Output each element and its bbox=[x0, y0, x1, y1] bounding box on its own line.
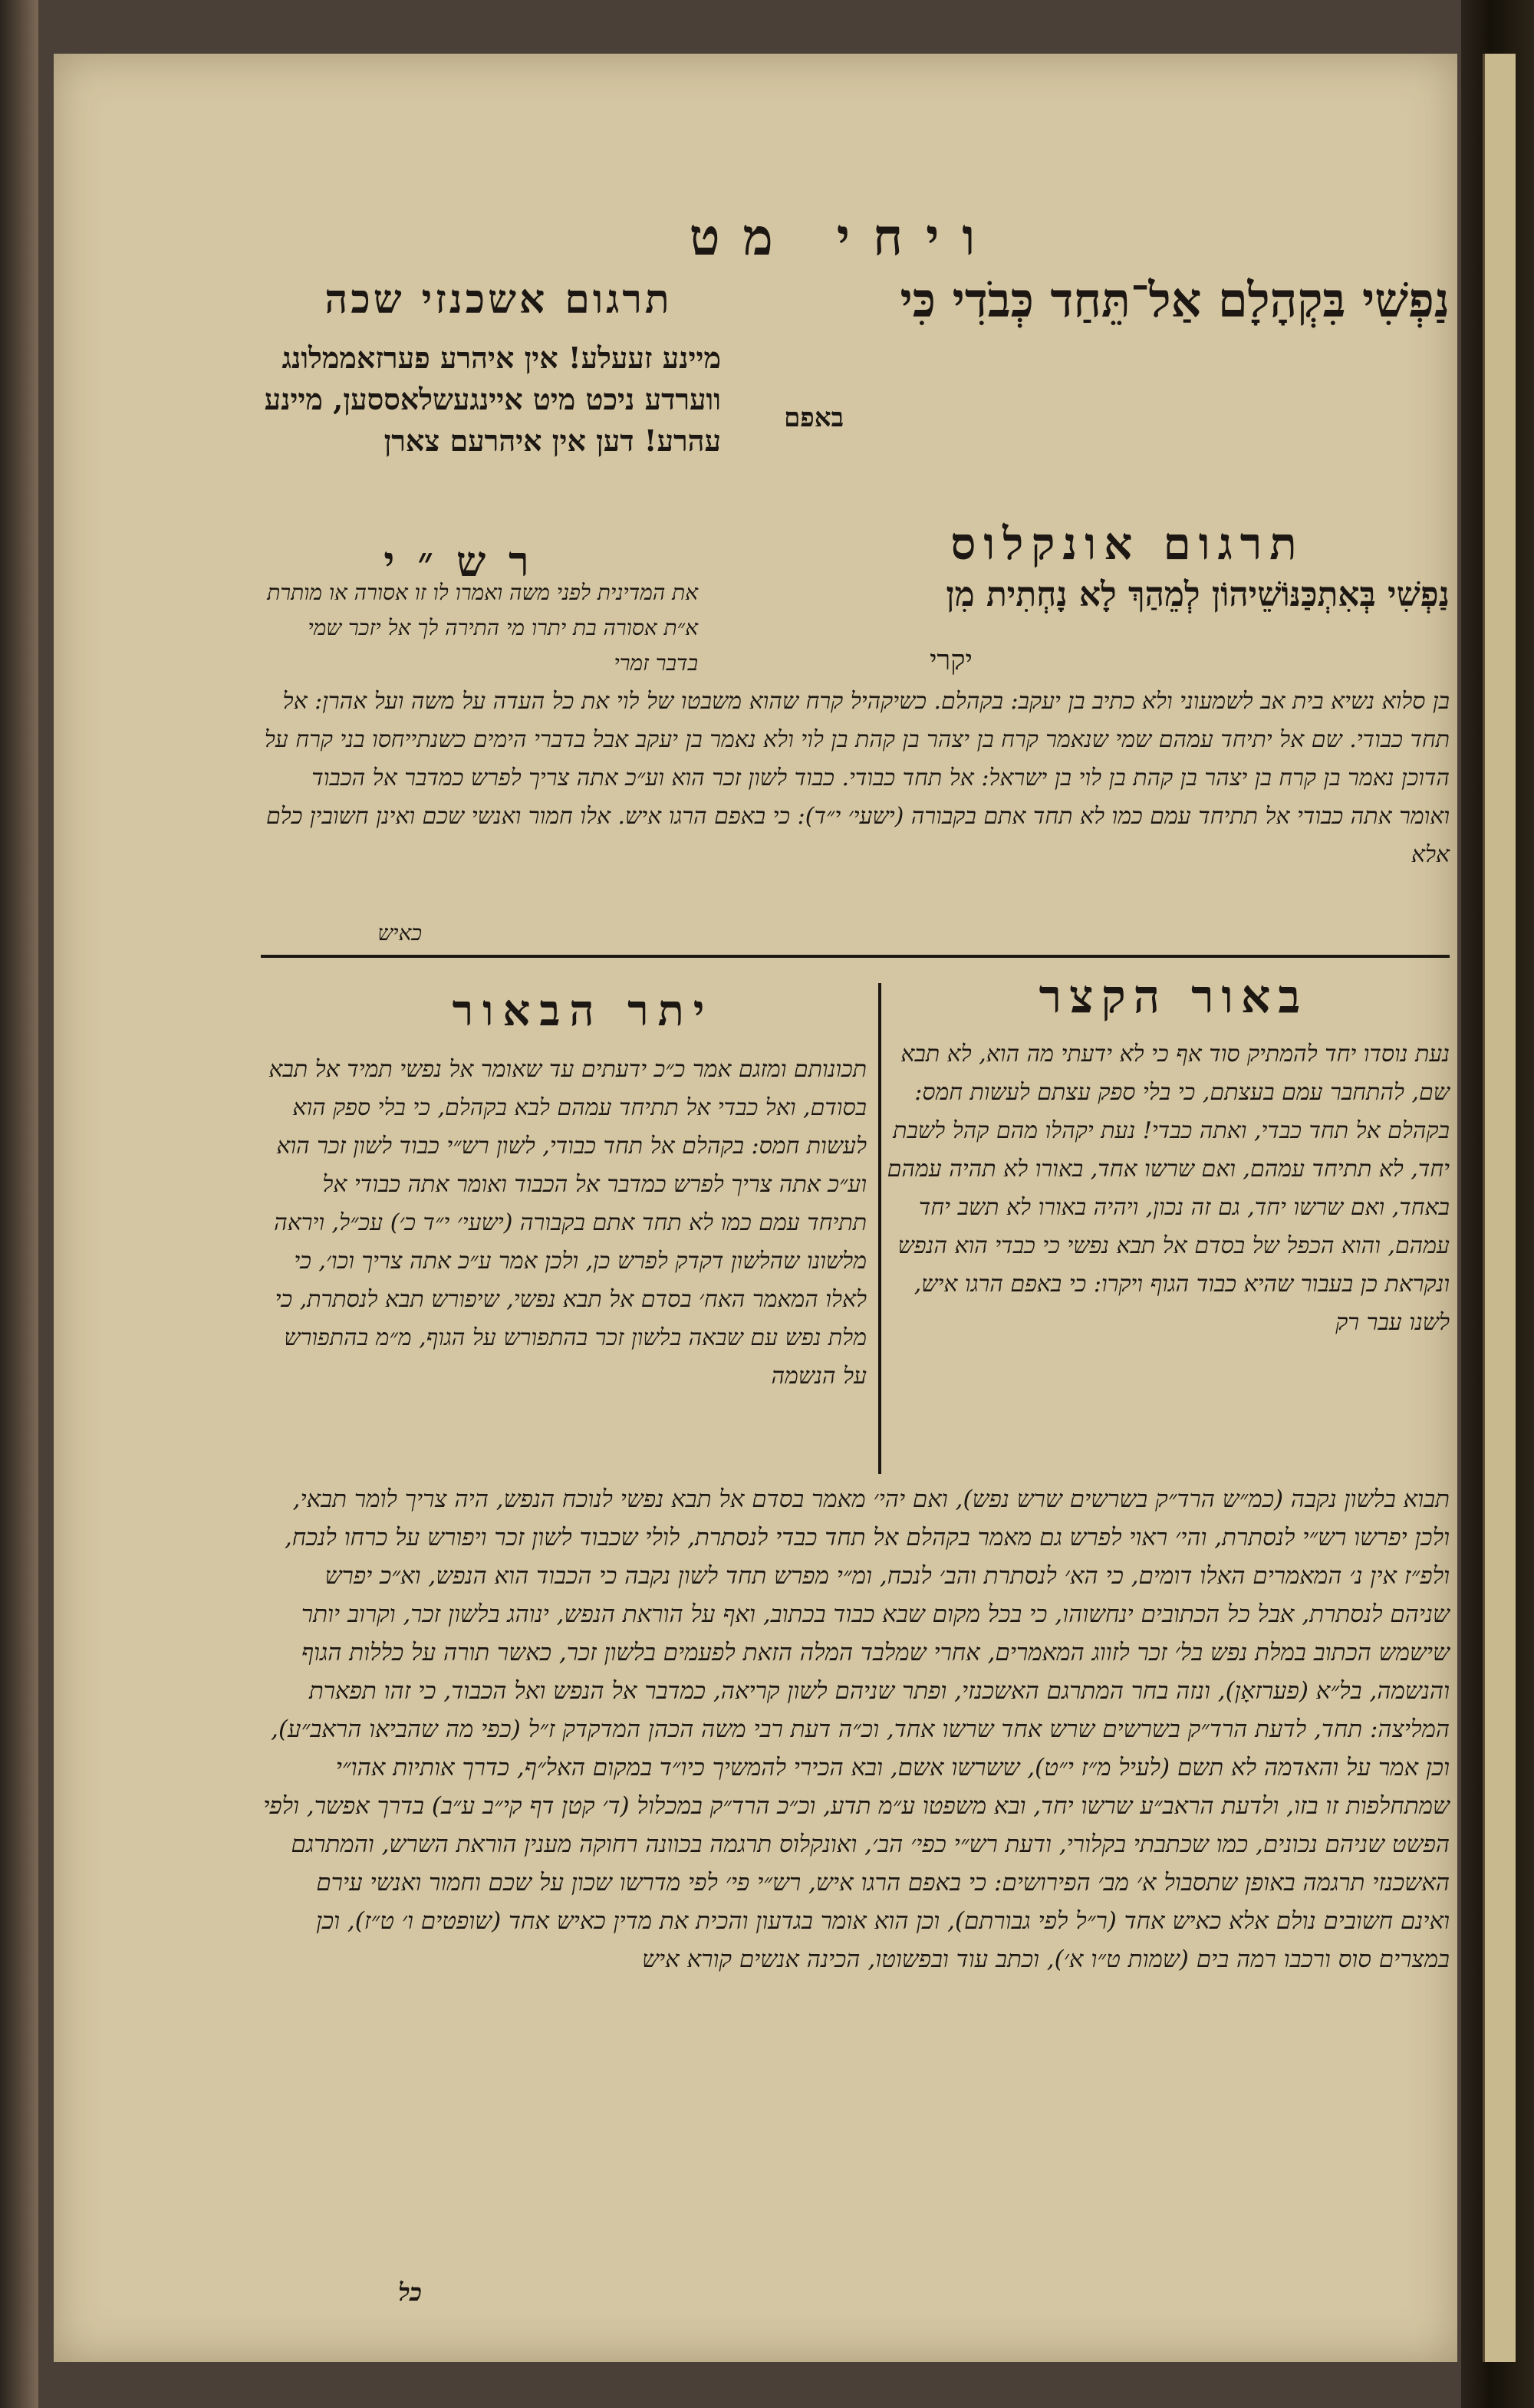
targum-onkelos-title: תרגום אונקלוס bbox=[950, 518, 1305, 570]
targum-ashkenazi-title: תרגום אשכנזי שכה bbox=[324, 276, 673, 323]
rashi-text: בן סלוא נשיא בית אב לשמעוני ולא כתיב בן יעקב: בקהלם. כשיקהיל קרח שהוא משבטו של לוי את כל העדה על משה ועל אהרן: אל תחד כבודי. שם אל יתיחד עמהם שמי שנאמר קרח בן יצהר בן קהת בן לוי ולא נאמר בן יעקב אבל בדברי הימים כשנתייחסו בני קרח על הדוכן נאמר בן קרח בן יצהר בן קהת בן לוי בן ישראל: אל תחד כבודי. כבוד לשון זכר הוא וע״כ אתה צריך לפרש כמדבר אל הכבוד ואומר אתה כבודי אל תתיחד עמם כמו לא תחד אתם בקבורה (ישעי׳ י״ד): כי באפם הרגו איש. אלו חמור ואנשי שכם ואינן חשובין כלם אלא bbox=[264, 688, 1450, 868]
section-divider bbox=[261, 955, 1450, 958]
targum-ashkenazi-text: מיינע זעעלע! אין איהרע פערזאממלונג ווערדע ניכט מיט איינגעשלאססען, מיינע עהרע! דען אין איהרעם צארן bbox=[264, 340, 721, 458]
biur-hakatzar-title: באור הקצר bbox=[1039, 970, 1309, 1024]
yeter-habiur-title: יתר הבאור bbox=[452, 985, 714, 1036]
next-page-slice bbox=[1483, 54, 1516, 2362]
verse-continuation-word: באפם bbox=[784, 403, 844, 433]
catchword: כל bbox=[398, 2278, 422, 2307]
torah-verse: נַפְשִׁי בִּקְהָלָם אַל־תֵּחַד כְּבֹדִי כִּי bbox=[900, 272, 1450, 328]
rashi-text-column: את המדינית לפני משה ואמרו לו זו אסורה או מותרת א״ת אסורה בת יתרו מי התירה לך אל יזכר שמי בדבר זמרי bbox=[267, 580, 698, 676]
book-page bbox=[54, 54, 1457, 2362]
book-spine bbox=[0, 0, 38, 2408]
rashi-end-word: כאיש bbox=[377, 920, 422, 946]
targum-onkelos-verse: נַפְשִׁי בְּאִתְכַּנּוֹשֵׁיהוֹן לְמֵהַךְ לָא נָחְתִית מִן bbox=[946, 575, 1450, 614]
yeter-habiur-text: תכונותם ומזגם אמר כ״כ ידעתים עד שאומר אל נפשי תמיד אל תבא בסודם, ואל כבדי אל תתיחד עמהם לבא בקהלם, כי בלי ספק הוא לעשות חמס: בקהלם אל תחד כבודי, לשון רש״י כבוד לשון זכר הוא וע״כ אתה צריך לפרש כמדבר אל הכבוד ואומר אתה כבודי אל תתיחד עמם כמו לא תחד אתם בקבורה (ישעי׳ י״ד כ׳) עכ״ל, ויראה מלשונו שהלשון דקדק לפרש כן, ולכן אמר ע״כ אתה צריך וכו׳, כי לאלו המאמר האח׳ בסדם אל תבא נפשי, שיפורש תבא לנסתרת, כי מלת נפש עם שבאה בלשון זכר בהתפורש על הגוף, מ״מ בהתפורש על הנשמה bbox=[268, 1056, 867, 1390]
yeter-habiur-continuation: תבוא בלשון נקבה (כמ״ש הרד״ק בשרשים שרש נפש), ואם יהי׳ מאמר בסדם אל תבא נפשי לנוכח הנפש, היה צריך לומר תבאי, ולכן יפרשו רש״י לנסתרת, והי׳ ראוי לפרש גם מאמר בקהלם אל תחד כבדי לנסתרת, לולי שכבוד לשון זכר ויפורש על כרחו לנכח, ולפ״ז אין נ׳ המאמרים האלו דומים, כי הא׳ לנסתרת והב׳ לנכח, ומ״י מפרש תחד לשון נקבה כי הכבוד הוא הנפש, וא״כ יפרש שניהם לנסתרת, אבל כל הכתובים ינחשוהו, כי בכל מקום שבא כבוד בכתוב, ואף על הוראת הנפש, ינוהג בלשון זכר, וקרוב יותר שישמש הכתוב במלת נפש בל׳ זכר לזווג המאמרים, אחרי שמלבד המלה הזאת לפעמים בלשון זכר, כאשר תורה על כללות הגוף והנשמה, בל״א (פערזאָן), ונזה בחר המתרגם האשכנזי, ופתר שניהם לשון קריאה, כמדבר אל הנפש ואל הכבוד, כי זהו תפארת המליצה: תחד, לדעת הרד״ק בשרשים שרש אחד שרשו אחד, וכ״ה דעת רבי משה הכהן המדקדק ז״ל (כפי מה שהביאו הראב״ע), וכן אמר על והאדמה לא תשם (לעיל מ״ז י״ט), ששרשו אשם, ובא הכירי להמשיך כיו״ד במקום האל״ף, כדרך אותיות אהו״י שמתחלפות זו בזו, ולדעת הראב״ע שרשו יחד, ובא משפטו ע״מ תדע, וכ״כ הרד״ק במכלול (ד׳ קטן דף קי״ב ע״ב) בדרך אפשר, ולפי הפשט שניהם נכונים, כמו שכתבתי בקלורי, ודעת רש״י כפי׳ הב׳, ואונקלוס תרגמה בכוונה רחוקה מענין הוראת השרש, והמתרגם האשכנזי תרגמה באופן שתסבול א׳ מב׳ הפירושים: כי באפם הרגו איש, רש״י פי׳ לפי מדרשו שכון על שכם וחמור ואנשי עירם ואינם חשובים נולם אלא כאיש אחד (ר״ל לפי גבורתם), וכן הוא אומר בגדעון והכית את מדין כאיש אחד (שופטים ו׳ ט״ז), וכן במצרים סוס ורכבו רמה בים (שמות ט״ו א׳), וכתב עוד ובפשוטו, הכינה אנשים קורא איש bbox=[263, 1485, 1450, 1973]
biur-hakatzar-text: נעת נוסדו יחד להמתיק סוד אף כי לא ידעתי מה הוא, לא תבא שם, להתחבר עמם בעצתם, כי בלי ספק עצתם לעשות חמס: בקהלם אל תחד כבדי, ואתה כבדי! נעת יקהלו מהם קהל לשבת יחד, לא תתיחד עמהם, ואם שרשו אחד, באורו לא תהיה עמהם באחד, ואם שרשו יחד, גם זה נכון, ויהיה באורו לא תשב יחד עמהם, והוא הכפל של בסדם אל תבא נפשי כי כבדי הוא הנפש ונקראת כן בעבור שהיא כבוד הגוף ויקרו: כי באפם הרגו איש, לשנו עבר רק bbox=[887, 1041, 1450, 1336]
parasha-heading: ויחי מט bbox=[689, 207, 999, 267]
rashi-title: רש״י bbox=[384, 537, 552, 586]
targum-onkelos-continuation: יקרי bbox=[930, 645, 973, 676]
column-divider bbox=[878, 983, 881, 1474]
next-page-edge bbox=[1461, 0, 1534, 2408]
